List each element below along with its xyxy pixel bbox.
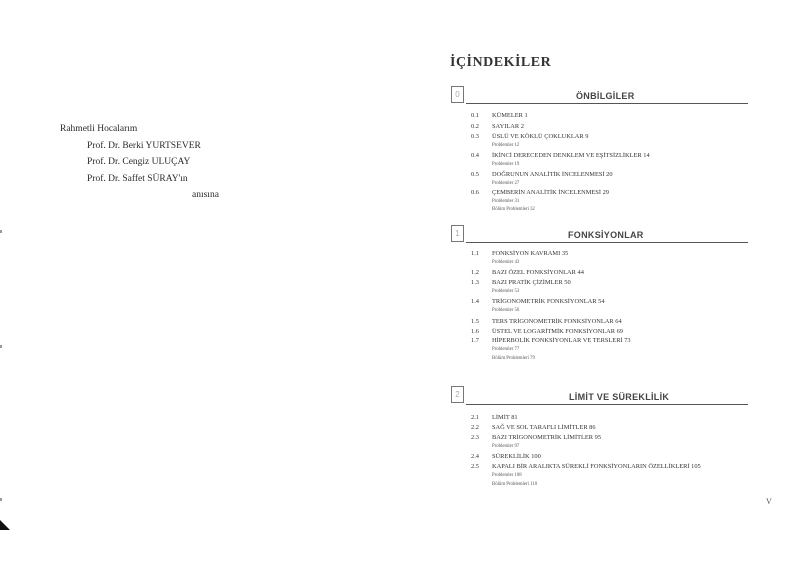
toc-subentry[interactable]: Problemler 97	[492, 444, 520, 449]
entry-number: 0.1	[471, 112, 479, 119]
entry-number: 1.6	[471, 328, 479, 335]
entry-title: TERS TRİGONOMETRİK FONKSİYONLAR 64	[492, 318, 622, 325]
scan-artifact	[0, 498, 2, 501]
toc-subentry[interactable]: Problemler 53	[492, 289, 520, 294]
chapter-title: ÖNBİLGİLER	[576, 91, 635, 101]
entry-number: 0.2	[471, 123, 479, 130]
entry-title: KÜMELER 1	[492, 112, 528, 119]
entry-title: DOĞRUNUN ANALİTİK İNCELENMESİ 20	[492, 171, 613, 178]
entry-number: 1.7	[471, 337, 479, 344]
entry-number: 2.3	[471, 434, 479, 441]
chapter-title: LİMİT VE SÜREKLİLİK	[569, 392, 670, 402]
chapter-title: FONKSİYONLAR	[568, 230, 644, 240]
entry-title: SAĞ VE SOL TARAFLI LİMİTLER 86	[492, 424, 596, 431]
entry-title: ÇEMBERİN ANALİTİK İNCELENMESİ 29	[492, 189, 609, 196]
entry-title: İKİNCİ DERECEDEN DENKLEM VE EŞİTSİZLİKLER 14	[492, 152, 650, 159]
toc-subentry[interactable]: Bölüm Problemleri 79	[492, 356, 535, 361]
chapter-number-box: 1	[451, 225, 464, 242]
entry-title: BAZI ÖZEL FONKSİYONLAR 44	[492, 269, 584, 276]
entry-number: 2.2	[471, 424, 479, 431]
entry-title: SÜREKLİLİK 100	[492, 453, 541, 460]
toc-subentry[interactable]: Bölüm Problemleri 32	[492, 207, 535, 212]
entry-title: BAZI TRİGONOMETRİK LİMİTLER 95	[492, 434, 602, 441]
entry-number: 2.5	[471, 463, 479, 470]
entry-title: LİMİT 81	[492, 414, 518, 421]
entry-number: 1.1	[471, 250, 479, 257]
dedication-line: Prof. Dr. Saffet SÜRAY'ın	[87, 174, 188, 184]
entry-number: 0.4	[471, 152, 479, 159]
scan-corner-mark	[0, 520, 10, 530]
toc-subentry[interactable]: Problemler 43	[492, 260, 520, 265]
entry-number: 1.3	[471, 279, 479, 286]
entry-title: BAZI PRATİK ÇİZİMLER 50	[492, 279, 571, 286]
entry-number: 0.5	[471, 171, 479, 178]
chapter-rule	[466, 103, 748, 104]
entry-title: SAYILAR 2	[492, 123, 524, 130]
entry-title: TRİGONOMETRİK FONKSİYONLAR 54	[492, 298, 605, 305]
toc-subentry[interactable]: Problemler 12	[492, 143, 520, 148]
entry-title: HİPERBOLİK FONKSİYONLAR VE TERSLERİ 73	[492, 337, 631, 344]
chapter-number-box: 2	[451, 386, 464, 403]
dedication-line: Prof. Dr. Berki YURTSEVER	[87, 141, 201, 151]
toc-subentry[interactable]: Problemler 77	[492, 347, 520, 352]
entry-number: 1.2	[471, 269, 479, 276]
toc-title: İÇİNDEKİLER	[450, 55, 552, 70]
entry-number: 0.6	[471, 189, 479, 196]
dedication-line: anısına	[192, 190, 219, 200]
chapter-rule	[466, 404, 748, 405]
entry-title: KAPALI BİR ARALIKTA SÜREKLİ FONKSİYONLARIN ÖZELLİKLERİ 105	[492, 463, 701, 470]
toc-subentry[interactable]: Bölüm Problemleri 110	[492, 482, 538, 487]
scan-artifact	[0, 345, 2, 348]
dedication-line: Rahmetli Hocalarım	[60, 124, 138, 134]
scan-artifact	[0, 230, 2, 233]
chapter-number-box: 0	[451, 86, 464, 103]
toc-subentry[interactable]: Problemler 27	[492, 181, 520, 186]
chapter-rule	[466, 242, 748, 243]
entry-title: ÜSTEL VE LOGARİTMİK FONKSİYONLAR 69	[492, 328, 624, 335]
page-number: V	[766, 497, 772, 506]
entry-number: 2.4	[471, 453, 479, 460]
entry-title: ÜSLÜ VE KÖKLÜ ÇOKLUKLAR 9	[492, 133, 589, 140]
dedication-line: Prof. Dr. Cengiz ULUÇAY	[87, 157, 191, 167]
entry-number: 0.3	[471, 133, 479, 140]
entry-title: FONKSİYON KAVRAMI 35	[492, 250, 569, 257]
entry-number: 1.4	[471, 298, 479, 305]
toc-subentry[interactable]: Problemler 31	[492, 199, 520, 204]
entry-number: 1.5	[471, 318, 479, 325]
toc-subentry[interactable]: Problemler 108	[492, 473, 522, 478]
toc-subentry[interactable]: Problemler 19	[492, 162, 520, 167]
entry-number: 2.1	[471, 414, 479, 421]
toc-subentry[interactable]: Problemler 56	[492, 308, 520, 313]
